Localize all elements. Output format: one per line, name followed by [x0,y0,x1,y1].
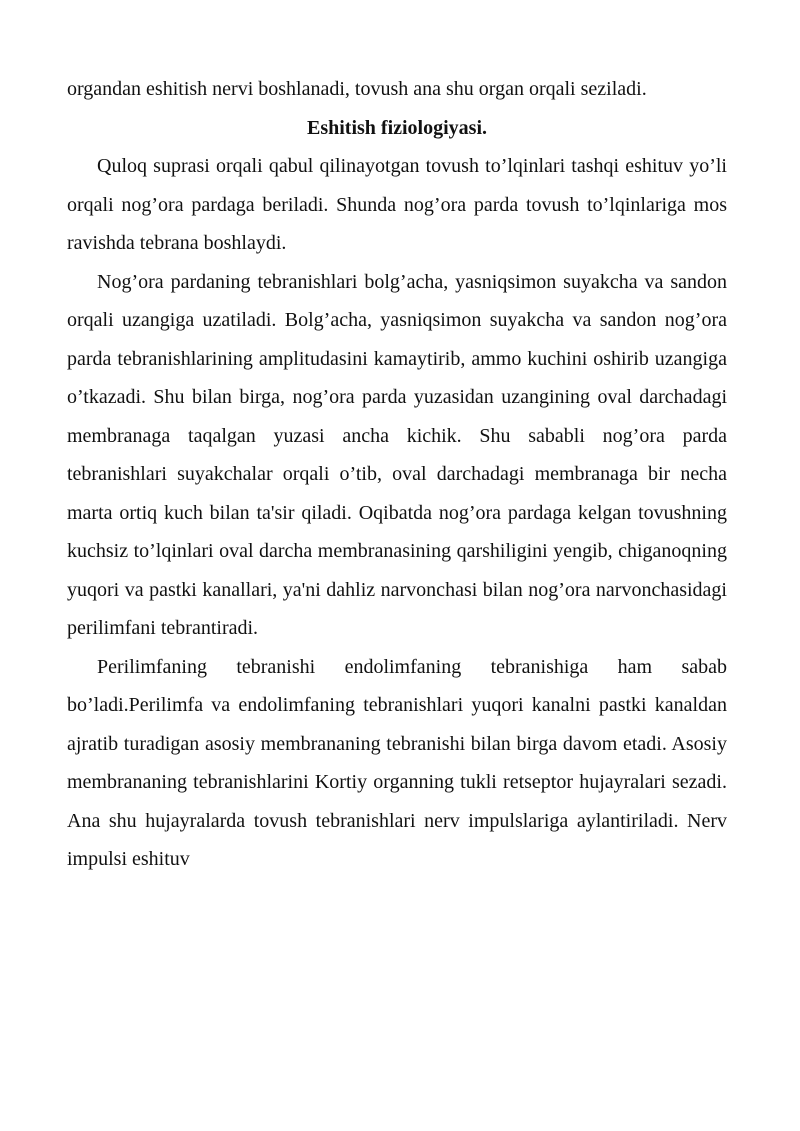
document-page [67,70,727,879]
paragraph-hearing-intro: Quloq suprasi orqali qabul qilinayotgan tovush to’lqinlari tashqi eshituv yo’li orqali nog’ora pardaga beriladi. Shunda nog’ora parda tovush to’lqinlariga mos ravishda tebrana boshlaydi. [67,155,727,254]
paragraph-perilymph: Perilimfaning tebranishi endolimfaning tebranishiga ham sabab bo’ladi.Perilimfa va endolimfaning tebranishlari yuqori kanalni pastki kanaldan ajratib turadigan asosiy membrananing tebranishi bilan birga davom etadi. Asosiy membrananing tebranishlarini Kortiy organning tukli retseptor hujayralari sezadi. Ana shu hujayralarda tovush tebranishlari nerv impulslariga aylantiriladi. Nerv impulsi eshituv [67,655,727,870]
paragraph-ossicles: Nog’ora pardaning tebranishlari bolg’acha, yasniqsimon suyakcha va sandon orqali uzangiga uzatiladi. Bolg’acha, yasniqsimon suyakcha va sandon nog’ora parda tebranishlarining amplitudasini kamaytirib, ammo kuchini oshirib uzangiga o’tkazadi. Shu bilan birga, nog’ora parda yuzasidan uzangining oval darchadagi membranaga taqalgan yuzasi ancha kichik. Shu sababli nog’ora parda tebranishlari suyakchalar orqali o’tib, oval darchadagi membranaga bir necha marta ortiq kuch bilan ta'sir qiladi. Oqibatda nog’ora pardaga kelgan tovushning kuchsiz to’lqinlari oval darcha membranasining qarshiligini yengib, chiganoqning yuqori va pastki kanallari, ya'ni dahliz narvonchasi bilan nog’ora narvonchasidagi perilimfani tebrantiradi. [67,270,727,639]
section-heading: Eshitish fiziologiyasi. [306,116,488,139]
paragraph-continuation: organdan eshitish nervi boshlanadi, tovush ana shu organ orqali seziladi. [67,78,647,100]
